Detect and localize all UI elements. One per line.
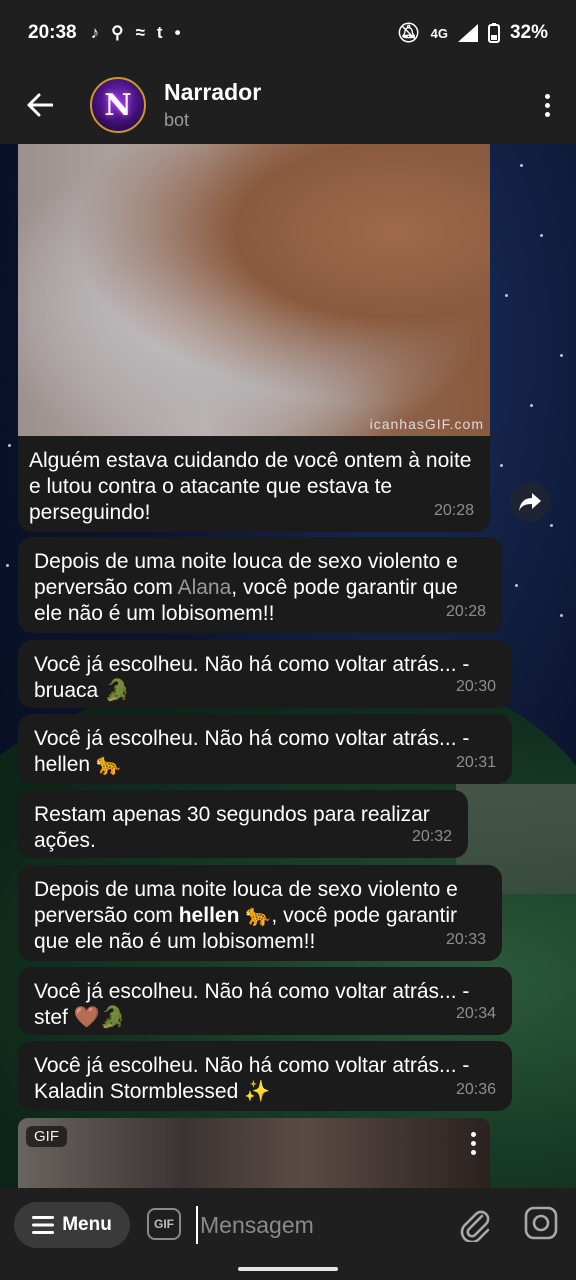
mentioned-player: hellen 🐆 xyxy=(178,904,272,927)
mute-icon: 🔕︎ xyxy=(396,23,421,44)
message-bubble[interactable] xyxy=(18,967,512,1035)
hamburger-icon xyxy=(32,1216,54,1234)
message-text: Você já escolheu. Não há como voltar atrás... - bruaca 🐊 xyxy=(34,653,470,702)
more-options-icon[interactable] xyxy=(545,94,550,117)
dot-icon: • xyxy=(174,23,181,42)
share-button[interactable] xyxy=(510,482,550,522)
message-text: Depois de uma noite louca de sexo violento e perversão com xyxy=(34,878,458,927)
message-input[interactable] xyxy=(196,1206,432,1244)
message-text: Você já escolheu. Não há como voltar atrás... - Kaladin Stormblessed ✨ xyxy=(34,1054,470,1103)
menu-label: Menu xyxy=(62,1214,112,1235)
signal-icon xyxy=(458,24,478,42)
message-text: Restam apenas 30 segundos para realizar ações. xyxy=(34,803,430,852)
message-time: 20:36 xyxy=(455,1081,496,1098)
message-bubble[interactable] xyxy=(18,640,512,708)
status-time: 20:38 xyxy=(28,22,77,43)
message-text: , você pode garantir que ele não é um lobisomem!! xyxy=(34,904,458,953)
chat-title: Narrador xyxy=(164,79,262,105)
back-arrow-icon xyxy=(27,93,53,117)
camera-icon[interactable] xyxy=(524,1206,558,1240)
message-time: 20:28 xyxy=(433,502,474,519)
link-icon: ⚲ xyxy=(111,23,124,42)
message-text: , você pode garantir que ele não é um lobisomem!! xyxy=(34,576,458,625)
avatar[interactable]: N xyxy=(90,77,146,133)
message-text: Você já escolheu. Não há como voltar atrás... - stef 🤎🐊 xyxy=(34,980,470,1029)
bot-menu-button[interactable] xyxy=(14,1202,130,1248)
attach-icon[interactable] xyxy=(458,1206,490,1242)
chat-subtitle: bot xyxy=(164,110,190,130)
message-text: Você já escolheu. Não há como voltar atrás... - hellen 🐆 xyxy=(34,727,470,776)
network-label: 4G xyxy=(430,25,448,41)
chat-header xyxy=(0,66,576,144)
home-indicator[interactable] xyxy=(238,1267,338,1271)
message-time: 20:33 xyxy=(445,931,486,948)
chat-title-area[interactable] xyxy=(164,79,261,131)
back-button[interactable] xyxy=(20,85,60,125)
message-time: 20:32 xyxy=(411,828,452,845)
share-arrow-icon xyxy=(519,493,541,511)
message-time: 20:28 xyxy=(445,603,486,620)
battery-icon xyxy=(488,23,500,43)
message-text: Depois de uma noite louca de sexo violento e perversão com xyxy=(34,550,458,599)
tumblr-icon: t xyxy=(156,23,163,42)
message-bubble[interactable] xyxy=(18,436,490,532)
tiktok-icon: ♪ xyxy=(90,23,100,42)
gif-media[interactable] xyxy=(18,144,490,436)
message-text: Alguém estava cuidando de você ontem à noite e lutou contra o atacante que estava te perseguindo! xyxy=(29,449,472,524)
message-time: 20:34 xyxy=(455,1005,496,1022)
message-bubble[interactable] xyxy=(18,714,512,784)
message-bubble[interactable] xyxy=(18,790,468,858)
gif-badge: GIF xyxy=(26,1126,67,1147)
message-bubble[interactable] xyxy=(18,865,502,961)
gif-button[interactable]: GIF xyxy=(147,1208,181,1240)
message-time: 20:31 xyxy=(455,754,496,771)
message-bubble[interactable] xyxy=(18,1041,512,1111)
shoe-icon: ≈ xyxy=(135,23,145,42)
battery-level: 32% xyxy=(509,22,548,43)
mentioned-player: Alana xyxy=(177,576,232,599)
status-bar xyxy=(0,0,576,66)
media-options-icon[interactable] xyxy=(471,1132,476,1155)
gif-media[interactable] xyxy=(18,1118,490,1188)
gif-watermark: icanhasGIF.com xyxy=(369,416,484,432)
message-bubble[interactable] xyxy=(18,537,502,633)
message-time: 20:30 xyxy=(455,678,496,695)
